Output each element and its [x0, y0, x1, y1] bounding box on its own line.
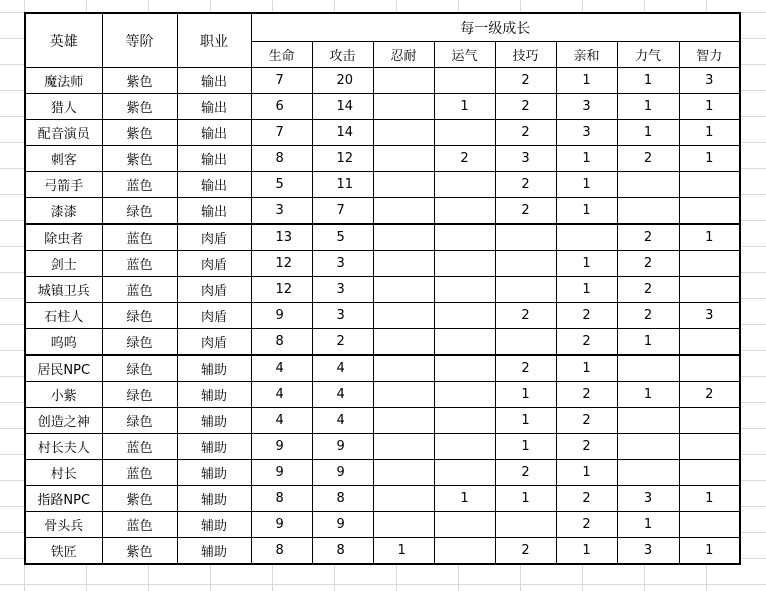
hero-name-cell[interactable]: 创造之神: [25, 408, 102, 434]
hp-cell[interactable]: 4: [251, 355, 312, 382]
skill-cell[interactable]: 2: [495, 460, 556, 486]
hero-name-cell[interactable]: 弓箭手: [25, 172, 102, 198]
endure-cell[interactable]: [373, 382, 434, 408]
atk-cell[interactable]: 20: [312, 68, 373, 94]
strength-cell[interactable]: 1: [617, 329, 679, 356]
tier-cell[interactable]: 绿色: [102, 355, 177, 382]
skill-cell[interactable]: [495, 277, 556, 303]
luck-cell[interactable]: [434, 408, 495, 434]
hero-name-cell[interactable]: 猎人: [25, 94, 102, 120]
affinity-cell[interactable]: 2: [556, 303, 617, 329]
table-row: [25, 198, 740, 225]
strength-cell[interactable]: 1: [617, 512, 679, 538]
table-body: [25, 68, 740, 565]
intellect-cell[interactable]: [679, 512, 740, 538]
tier-cell[interactable]: 蓝色: [102, 512, 177, 538]
table-row: [25, 512, 740, 538]
endure-cell[interactable]: [373, 68, 434, 94]
role-cell[interactable]: 输出: [177, 146, 251, 172]
atk-cell[interactable]: 9: [312, 512, 373, 538]
atk-cell[interactable]: 4: [312, 355, 373, 382]
strength-cell[interactable]: 1: [617, 120, 679, 146]
endure-cell[interactable]: [373, 486, 434, 512]
skill-cell[interactable]: 3: [495, 146, 556, 172]
hp-cell[interactable]: 12: [251, 251, 312, 277]
skill-cell[interactable]: 2: [495, 172, 556, 198]
endure-cell[interactable]: [373, 303, 434, 329]
hero-name-cell[interactable]: 魔法师: [25, 68, 102, 94]
table-row: [25, 486, 740, 512]
role-cell[interactable]: 辅助: [177, 434, 251, 460]
affinity-cell[interactable]: 1: [556, 538, 617, 565]
intellect-cell[interactable]: [679, 460, 740, 486]
intellect-cell[interactable]: 1: [679, 94, 740, 120]
role-cell[interactable]: 辅助: [177, 408, 251, 434]
atk-cell[interactable]: 8: [312, 538, 373, 565]
skill-cell[interactable]: 2: [495, 355, 556, 382]
hero-name-cell[interactable]: 小紫: [25, 382, 102, 408]
strength-cell[interactable]: [617, 355, 679, 382]
hp-cell[interactable]: 5: [251, 172, 312, 198]
intellect-cell[interactable]: [679, 277, 740, 303]
luck-cell[interactable]: [434, 460, 495, 486]
luck-cell[interactable]: [434, 224, 495, 251]
hp-cell[interactable]: 9: [251, 303, 312, 329]
skill-cell[interactable]: 2: [495, 94, 556, 120]
table-row: [25, 277, 740, 303]
table-row: [25, 303, 740, 329]
atk-cell[interactable]: 3: [312, 251, 373, 277]
luck-cell[interactable]: [434, 251, 495, 277]
hp-cell[interactable]: 9: [251, 460, 312, 486]
hero-name-cell[interactable]: 铁匠: [25, 538, 102, 565]
endure-cell[interactable]: [373, 460, 434, 486]
growth-group-header[interactable]: 每一级成长: [251, 13, 740, 42]
skill-cell[interactable]: 2: [495, 538, 556, 565]
table-row: [25, 382, 740, 408]
intellect-cell[interactable]: [679, 198, 740, 225]
endure-cell[interactable]: [373, 355, 434, 382]
intellect-cell[interactable]: 1: [679, 486, 740, 512]
strength-cell[interactable]: 2: [617, 303, 679, 329]
tier-cell[interactable]: 蓝色: [102, 434, 177, 460]
affinity-cell[interactable]: [556, 224, 617, 251]
atk-cell[interactable]: 2: [312, 329, 373, 356]
affinity-cell[interactable]: 3: [556, 120, 617, 146]
endure-cell[interactable]: [373, 329, 434, 356]
hero-name-cell[interactable]: 指路NPC: [25, 486, 102, 512]
intellect-cell[interactable]: 1: [679, 224, 740, 251]
tier-cell[interactable]: 蓝色: [102, 224, 177, 251]
strength-cell[interactable]: 1: [617, 382, 679, 408]
intellect-cell[interactable]: 1: [679, 146, 740, 172]
role-cell[interactable]: 肉盾: [177, 251, 251, 277]
role-cell[interactable]: 辅助: [177, 486, 251, 512]
atk-cell[interactable]: 5: [312, 224, 373, 251]
tier-cell[interactable]: 蓝色: [102, 277, 177, 303]
table-row: [25, 94, 740, 120]
skill-cell[interactable]: 2: [495, 198, 556, 225]
endure-cell[interactable]: [373, 277, 434, 303]
role-cell[interactable]: 肉盾: [177, 224, 251, 251]
affinity-cell[interactable]: 2: [556, 382, 617, 408]
tier-cell[interactable]: 蓝色: [102, 172, 177, 198]
intellect-cell[interactable]: 3: [679, 303, 740, 329]
intellect-cell[interactable]: [679, 408, 740, 434]
endure-cell[interactable]: [373, 251, 434, 277]
affinity-cell[interactable]: 2: [556, 434, 617, 460]
hp-cell[interactable]: 8: [251, 538, 312, 565]
table-row: [25, 146, 740, 172]
role-cell[interactable]: 肉盾: [177, 303, 251, 329]
intellect-cell[interactable]: [679, 251, 740, 277]
affinity-cell[interactable]: 1: [556, 460, 617, 486]
tier-cell[interactable]: 紫色: [102, 146, 177, 172]
atk-cell[interactable]: 14: [312, 94, 373, 120]
atk-cell[interactable]: 9: [312, 434, 373, 460]
hero-name-cell[interactable]: 配音演员: [25, 120, 102, 146]
role-cell[interactable]: 辅助: [177, 460, 251, 486]
affinity-cell[interactable]: 3: [556, 94, 617, 120]
atk-cell[interactable]: 8: [312, 486, 373, 512]
strength-cell[interactable]: 2: [617, 224, 679, 251]
table-row: [25, 172, 740, 198]
luck-cell[interactable]: [434, 382, 495, 408]
role-cell[interactable]: 输出: [177, 198, 251, 225]
skill-cell[interactable]: 1: [495, 382, 556, 408]
table-row: [25, 460, 740, 486]
intellect-cell[interactable]: 3: [679, 68, 740, 94]
hp-cell[interactable]: 12: [251, 277, 312, 303]
tier-cell[interactable]: 绿色: [102, 198, 177, 225]
table-row: [25, 434, 740, 460]
tier-cell[interactable]: 绿色: [102, 303, 177, 329]
tier-cell[interactable]: 绿色: [102, 408, 177, 434]
tier-column-header[interactable]: 等阶: [102, 13, 177, 68]
strength-cell[interactable]: 3: [617, 538, 679, 565]
intellect-cell[interactable]: 2: [679, 382, 740, 408]
affinity-cell[interactable]: 1: [556, 146, 617, 172]
tier-cell[interactable]: 蓝色: [102, 251, 177, 277]
hp-cell[interactable]: 13: [251, 224, 312, 251]
strength-cell[interactable]: 2: [617, 146, 679, 172]
affinity-cell[interactable]: 2: [556, 486, 617, 512]
table-row: [25, 68, 740, 94]
endure-cell[interactable]: [373, 94, 434, 120]
hero-name-cell[interactable]: 呜呜: [25, 329, 102, 356]
strength-cell[interactable]: [617, 408, 679, 434]
intellect-cell[interactable]: [679, 329, 740, 356]
affinity-cell[interactable]: 1: [556, 198, 617, 225]
luck-cell[interactable]: [434, 303, 495, 329]
role-cell[interactable]: 辅助: [177, 382, 251, 408]
role-cell[interactable]: 辅助: [177, 512, 251, 538]
endure-cell[interactable]: [373, 146, 434, 172]
role-cell[interactable]: 输出: [177, 68, 251, 94]
tier-cell[interactable]: 紫色: [102, 68, 177, 94]
strength-cell[interactable]: [617, 198, 679, 225]
endure-cell[interactable]: [373, 408, 434, 434]
strength-cell[interactable]: 3: [617, 486, 679, 512]
skill-cell[interactable]: 2: [495, 303, 556, 329]
hp-cell[interactable]: 8: [251, 486, 312, 512]
skill-cell[interactable]: [495, 251, 556, 277]
intellect-cell[interactable]: [679, 172, 740, 198]
role-cell[interactable]: 辅助: [177, 355, 251, 382]
table-row: [25, 251, 740, 277]
tier-cell[interactable]: 紫色: [102, 94, 177, 120]
stat-header-strength[interactable]: 力气: [617, 42, 679, 68]
luck-cell[interactable]: [434, 512, 495, 538]
endure-cell[interactable]: [373, 172, 434, 198]
hero-name-cell[interactable]: 除虫者: [25, 224, 102, 251]
affinity-cell[interactable]: 1: [556, 355, 617, 382]
hp-cell[interactable]: 3: [251, 198, 312, 225]
role-cell[interactable]: 输出: [177, 120, 251, 146]
skill-cell[interactable]: 1: [495, 408, 556, 434]
affinity-cell[interactable]: 1: [556, 251, 617, 277]
skill-cell[interactable]: 1: [495, 486, 556, 512]
stat-header-hp[interactable]: 生命: [251, 42, 312, 68]
hero-growth-table: [24, 12, 741, 565]
hero-name-cell[interactable]: 刺客: [25, 146, 102, 172]
endure-cell[interactable]: [373, 224, 434, 251]
hero-name-cell[interactable]: 石柱人: [25, 303, 102, 329]
luck-cell[interactable]: [434, 198, 495, 225]
stat-header-intellect[interactable]: 智力: [679, 42, 740, 68]
atk-cell[interactable]: 4: [312, 382, 373, 408]
tier-cell[interactable]: 蓝色: [102, 460, 177, 486]
stat-header-affinity[interactable]: 亲和: [556, 42, 617, 68]
table-row: [25, 408, 740, 434]
hero-name-cell[interactable]: 漆漆: [25, 198, 102, 225]
endure-cell[interactable]: [373, 198, 434, 225]
hero-name-cell[interactable]: 村长夫人: [25, 434, 102, 460]
role-cell[interactable]: 辅助: [177, 538, 251, 565]
tier-cell[interactable]: 紫色: [102, 486, 177, 512]
stat-header-skill[interactable]: 技巧: [495, 42, 556, 68]
intellect-cell[interactable]: [679, 355, 740, 382]
atk-cell[interactable]: 4: [312, 408, 373, 434]
table-row: [25, 329, 740, 356]
endure-cell[interactable]: [373, 512, 434, 538]
stat-header-endure[interactable]: 忍耐: [373, 42, 434, 68]
luck-cell[interactable]: [434, 355, 495, 382]
atk-cell[interactable]: 7: [312, 198, 373, 225]
hp-cell[interactable]: 4: [251, 408, 312, 434]
role-cell[interactable]: 输出: [177, 94, 251, 120]
luck-cell[interactable]: [434, 68, 495, 94]
luck-cell[interactable]: [434, 434, 495, 460]
role-cell[interactable]: 肉盾: [177, 329, 251, 356]
tier-cell[interactable]: 紫色: [102, 120, 177, 146]
luck-cell[interactable]: [434, 172, 495, 198]
affinity-cell[interactable]: 1: [556, 277, 617, 303]
tier-cell[interactable]: 绿色: [102, 382, 177, 408]
hp-cell[interactable]: 6: [251, 94, 312, 120]
atk-cell[interactable]: 3: [312, 303, 373, 329]
hp-cell[interactable]: 8: [251, 329, 312, 356]
role-cell[interactable]: 肉盾: [177, 277, 251, 303]
stat-header-atk[interactable]: 攻击: [312, 42, 373, 68]
luck-cell[interactable]: 1: [434, 486, 495, 512]
skill-cell[interactable]: [495, 512, 556, 538]
strength-cell[interactable]: 1: [617, 94, 679, 120]
endure-cell[interactable]: [373, 434, 434, 460]
intellect-cell[interactable]: [679, 434, 740, 460]
atk-cell[interactable]: 9: [312, 460, 373, 486]
affinity-cell[interactable]: 2: [556, 512, 617, 538]
intellect-cell[interactable]: 1: [679, 120, 740, 146]
hp-cell[interactable]: 4: [251, 382, 312, 408]
strength-cell[interactable]: [617, 434, 679, 460]
hero-name-cell[interactable]: 城镇卫兵: [25, 277, 102, 303]
luck-cell[interactable]: 2: [434, 146, 495, 172]
strength-cell[interactable]: 2: [617, 251, 679, 277]
skill-cell[interactable]: 2: [495, 68, 556, 94]
affinity-cell[interactable]: 2: [556, 329, 617, 356]
role-cell[interactable]: 输出: [177, 172, 251, 198]
table-row: [25, 355, 740, 382]
luck-cell[interactable]: [434, 120, 495, 146]
strength-cell[interactable]: 1: [617, 68, 679, 94]
strength-cell[interactable]: 2: [617, 277, 679, 303]
skill-cell[interactable]: [495, 224, 556, 251]
atk-cell[interactable]: 3: [312, 277, 373, 303]
hp-cell[interactable]: 7: [251, 120, 312, 146]
tier-cell[interactable]: 紫色: [102, 538, 177, 565]
table-row: [25, 120, 740, 146]
hero-name-cell[interactable]: 居民NPC: [25, 355, 102, 382]
intellect-cell[interactable]: 1: [679, 538, 740, 565]
role-column-header[interactable]: 职业: [177, 13, 251, 68]
luck-cell[interactable]: [434, 538, 495, 565]
affinity-cell[interactable]: 1: [556, 68, 617, 94]
hero-column-header[interactable]: 英雄: [25, 13, 102, 68]
hero-name-cell[interactable]: 剑士: [25, 251, 102, 277]
hp-cell[interactable]: 9: [251, 434, 312, 460]
endure-cell[interactable]: 1: [373, 538, 434, 565]
hp-cell[interactable]: 7: [251, 68, 312, 94]
table-row: [25, 224, 740, 251]
luck-cell[interactable]: [434, 277, 495, 303]
skill-cell[interactable]: [495, 329, 556, 356]
atk-cell[interactable]: 12: [312, 146, 373, 172]
hp-cell[interactable]: 9: [251, 512, 312, 538]
hero-name-cell[interactable]: 村长: [25, 460, 102, 486]
endure-cell[interactable]: [373, 120, 434, 146]
atk-cell[interactable]: 11: [312, 172, 373, 198]
luck-cell[interactable]: 1: [434, 94, 495, 120]
strength-cell[interactable]: [617, 172, 679, 198]
skill-cell[interactable]: 1: [495, 434, 556, 460]
atk-cell[interactable]: 14: [312, 120, 373, 146]
affinity-cell[interactable]: 2: [556, 408, 617, 434]
skill-cell[interactable]: 2: [495, 120, 556, 146]
luck-cell[interactable]: [434, 329, 495, 356]
affinity-cell[interactable]: 1: [556, 172, 617, 198]
tier-cell[interactable]: 绿色: [102, 329, 177, 356]
table-row: [25, 538, 740, 565]
strength-cell[interactable]: [617, 460, 679, 486]
stat-header-luck[interactable]: 运气: [434, 42, 495, 68]
hp-cell[interactable]: 8: [251, 146, 312, 172]
hero-name-cell[interactable]: 骨头兵: [25, 512, 102, 538]
